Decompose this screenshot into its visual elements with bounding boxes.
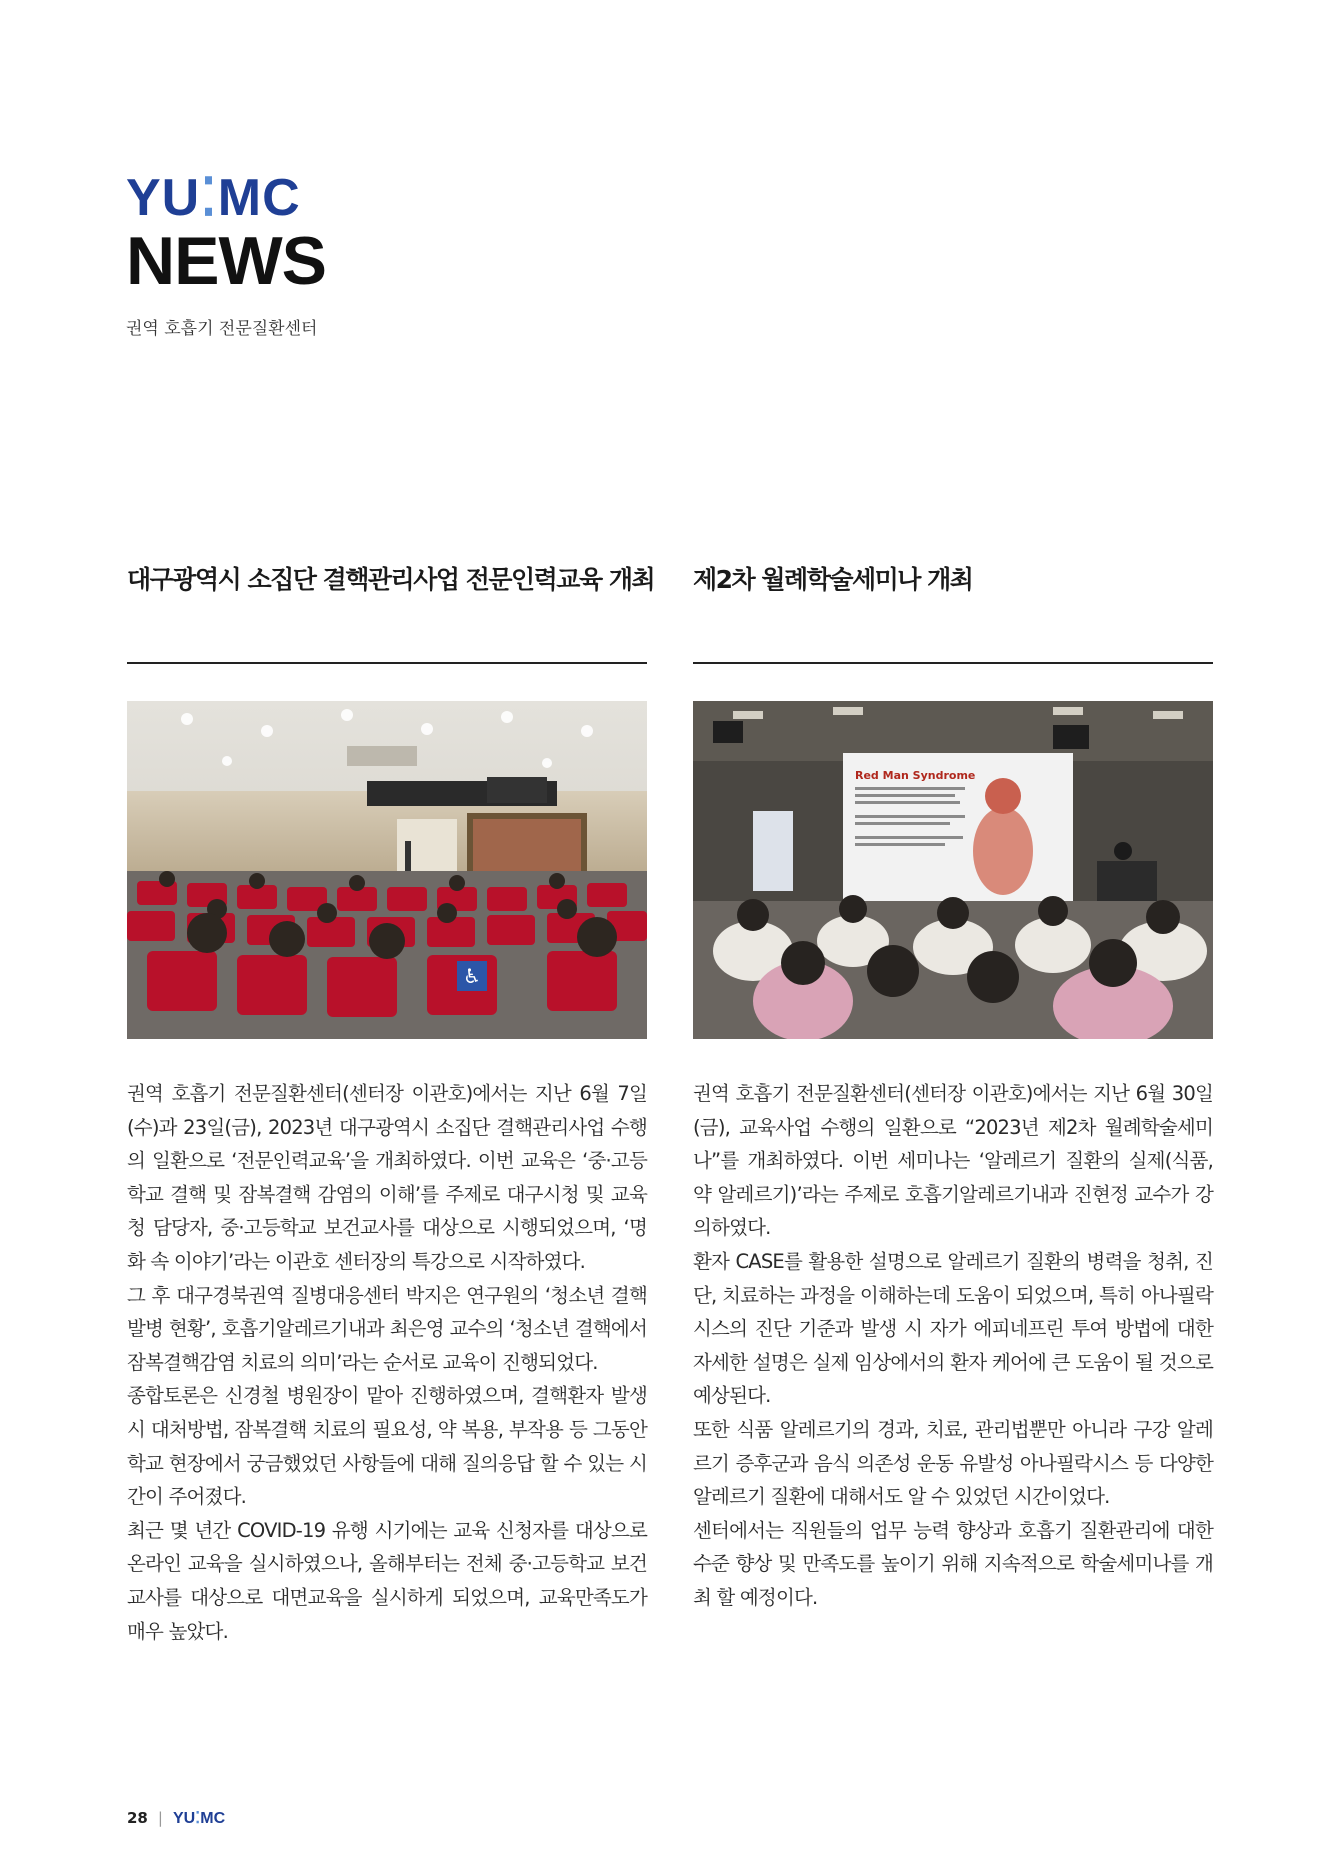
yumc-logo: YU⁚MC bbox=[126, 169, 301, 227]
article-title: 대구광역시 소집단 결핵관리사업 전문인력교육 개최 bbox=[127, 565, 655, 594]
article-body bbox=[693, 1077, 1213, 1615]
page-number: 28 bbox=[127, 1809, 148, 1827]
paragraph: 그 후 대구경북권역 질병대응센터 박지은 연구원의 ‘청소년 결핵 발병 현황’, 호흡기알레르기내과 최은영 교수의 ‘청소년 결핵에서 잠복결핵감염 치료의 의미’라는 순서로 교육이 진행되었다. bbox=[127, 1283, 647, 1374]
paragraph: 권역 호흡기 전문질환센터(센터장 이관호)에서는 지난 6월 30일(금), 교육사업 수행의 일환으로 “2023년 제2차 월례학술세미나”를 개최하였다. 이번 세미나는 ‘알레르기 질환의 실제(식품, 약 알레르기)’라는 주제로 호흡기알레르기내과 진현정 교수가 강의하였다. bbox=[693, 1082, 1213, 1240]
article-title: 제2차 월례학술세미나 개최 bbox=[693, 565, 973, 594]
article-body bbox=[127, 1077, 647, 1648]
news-title: NEWS bbox=[126, 223, 326, 299]
footer-logo: YU⁚MC bbox=[172, 1810, 226, 1827]
article-training bbox=[127, 560, 655, 1648]
page-footer bbox=[127, 1808, 225, 1828]
seminar-photo bbox=[693, 701, 1213, 1039]
paragraph: 종합토론은 신경철 병원장이 맡아 진행하였으며, 결핵환자 발생 시 대처방법, 잠복결핵 치료의 필요성, 약 복용, 부작용 등 그동안 학교 현장에서 궁금했었던 사항들에 대해 질의응답 할 수 있는 시간이 주어졌다. bbox=[127, 1384, 647, 1509]
paragraph: 센터에서는 직원들의 업무 능력 향상과 호흡기 질환관리에 대한 수준 향상 및 만족도를 높이기 위해 지속적으로 학술세미나를 개최 할 예정이다. bbox=[693, 1518, 1213, 1609]
article-seminar bbox=[693, 560, 1213, 1615]
slide-title: Red Man Syndrome bbox=[855, 769, 976, 782]
paragraph: 권역 호흡기 전문질환센터(센터장 이관호)에서는 지난 6월 7일(수)과 23일(금), 2023년 대구광역시 소집단 결핵관리사업 수행의 일환으로 ‘전문인력교육’을 개최하였다. 이번 교육은 ‘중·고등학교 결핵 및 잠복결핵 감염의 이해’를 주제로 대구시청 및 교육청 담당자, 중·고등학교 보건교사를 대상으로 시행되었으며, ‘명화 속 이야기’라는 이관호 센터장의 특강으로 시작하였다. bbox=[127, 1082, 647, 1273]
lecture-hall-photo bbox=[127, 701, 647, 1039]
title-divider bbox=[693, 662, 1213, 664]
svg-text:♿: ♿ bbox=[463, 964, 481, 988]
title-divider bbox=[127, 662, 647, 664]
footer-separator: | bbox=[157, 1809, 163, 1827]
section-label: 권역 호흡기 전문질환센터 bbox=[126, 319, 318, 339]
seminar-illustration bbox=[693, 701, 1213, 1039]
paragraph: 또한 식품 알레르기의 경과, 치료, 관리법뿐만 아니라 구강 알레르기 증후군과 음식 의존성 운동 유발성 아나필락시스 등 다양한 알레르기 질환에 대해서도 알 수 있었던 시간이었다. bbox=[693, 1417, 1213, 1509]
paragraph: 최근 몇 년간 COVID-19 유행 시기에는 교육 신청자를 대상으로 온라인 교육을 실시하였으나, 올해부터는 전체 중·고등학교 보건교사를 대상으로 대면교육을 실시하게 되었으며, 교육만족도가 매우 높았다. bbox=[127, 1518, 647, 1643]
masthead bbox=[126, 169, 326, 339]
paragraph: 환자 CASE를 활용한 설명으로 알레르기 질환의 병력을 청취, 진단, 치료하는 과정을 이해하는데 도움이 되었으며, 특히 아나필락시스의 진단 기준과 발생 시 자가 에피네프린 투여 방법에 대한 자세한 설명은 실제 임상에서의 환자 케어에 큰 도움이 될 것으로 예상된다. bbox=[693, 1249, 1213, 1408]
lecture-hall-illustration bbox=[127, 701, 647, 1039]
